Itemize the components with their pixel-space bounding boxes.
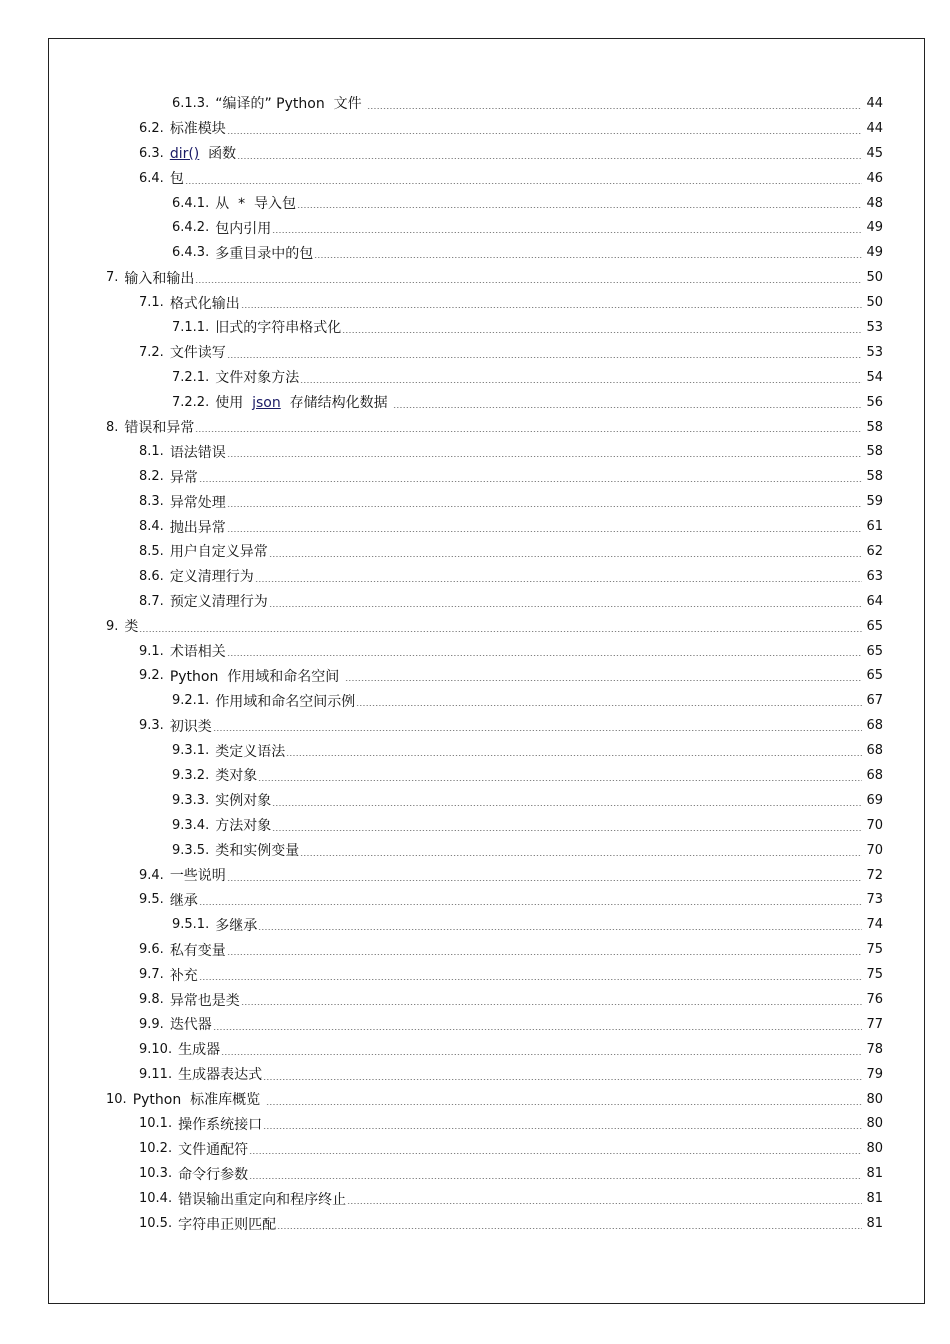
toc-entry-title-text: 作用域和命名空间示例: [215, 693, 356, 710]
toc-dot-leader: [241, 1004, 862, 1005]
toc-entry-title: [172, 1164, 248, 1184]
toc-entry-page-number: 44: [866, 120, 883, 136]
toc-entry-title: [118, 417, 194, 437]
toc-dot-leader: [249, 1153, 862, 1154]
toc-entry-title: [172, 1214, 276, 1234]
toc-entry[interactable]: [0, 912, 883, 937]
toc-entry-number: 6.4.1.: [172, 195, 210, 211]
toc-entry-title: [164, 865, 226, 885]
toc-entry-title-text: 错误输出重定向和程序终止: [178, 1191, 347, 1208]
toc-entry-page-number: 68: [866, 767, 883, 783]
toc-entry-title-text: 存储结构化数据: [280, 395, 393, 412]
toc-entry-page-number: 79: [866, 1066, 883, 1082]
toc-entry-number: 9.3.4.: [172, 817, 210, 833]
table-of-contents: [0, 91, 950, 1236]
toc-entry-page-number: 48: [866, 195, 883, 211]
toc-dot-leader: [345, 680, 862, 681]
toc-entry-title: [209, 741, 285, 761]
toc-dot-leader: [263, 1128, 862, 1129]
toc-entry-title: [164, 168, 184, 188]
toc-entry-title-text: 继承: [169, 892, 198, 909]
toc-entry[interactable]: [0, 614, 883, 639]
toc-entry-page-number: 58: [866, 444, 883, 460]
toc-entry-number: 9.5.1.: [172, 917, 210, 933]
toc-entry-page-number: 61: [866, 519, 883, 535]
toc-entry-page-number: 44: [866, 95, 883, 111]
toc-entry-title: [164, 143, 236, 163]
toc-entry[interactable]: [0, 663, 883, 688]
toc-entry-number: 10.2.: [139, 1141, 173, 1157]
toc-entry-title-text: Python 标准库概览: [132, 1092, 265, 1109]
toc-entry-title: [164, 591, 268, 611]
toc-entry-page-number: 70: [866, 842, 883, 858]
toc-entry-title: [164, 541, 268, 561]
toc-entry[interactable]: [0, 415, 883, 440]
toc-dot-leader: [221, 1054, 862, 1055]
toc-entry-page-number: 73: [866, 892, 883, 908]
toc-entry-title-text: Python 作用域和命名空间: [169, 668, 344, 685]
toc-entry-title: [209, 317, 341, 337]
toc-dot-leader: [258, 929, 862, 930]
toc-entry[interactable]: [0, 888, 883, 913]
toc-entry[interactable]: [0, 290, 883, 315]
toc-entry[interactable]: [0, 564, 883, 589]
toc-entry-number: 8.4.: [139, 519, 164, 535]
toc-entry-page-number: 76: [866, 992, 883, 1007]
toc-entry-title: [164, 666, 344, 686]
toc-entry-number: 9.3.5.: [172, 842, 210, 858]
toc-entry-code-link[interactable]: dir(): [169, 146, 200, 163]
toc-dot-leader: [272, 830, 862, 831]
toc-entry-number: 8.1.: [139, 444, 164, 460]
toc-entry[interactable]: [0, 539, 883, 564]
toc-entry[interactable]: [0, 439, 883, 464]
toc-entry-title: [172, 1189, 346, 1209]
toc-dot-leader: [213, 730, 862, 731]
toc-entry-title-text: 函数: [199, 146, 237, 163]
toc-entry-title-text: 方法对象: [215, 818, 272, 835]
toc-entry-title: [118, 616, 138, 636]
toc-entry-title: [172, 1139, 248, 1159]
toc-dot-leader: [227, 880, 862, 881]
toc-dot-leader: [342, 332, 862, 333]
toc-entry-title-text: 类: [124, 619, 139, 636]
toc-entry[interactable]: [0, 713, 883, 738]
toc-entry-page-number: 74: [866, 917, 883, 933]
toc-dot-leader: [367, 108, 862, 109]
toc-entry-title: [172, 1114, 262, 1134]
toc-entry-title-text: 包内引用: [215, 220, 272, 237]
toc-entry-title-text: 类和实例变量: [215, 843, 300, 860]
toc-entry-title: [118, 268, 194, 288]
toc-entry[interactable]: [0, 1087, 883, 1112]
toc-entry-title-text: 补充: [169, 967, 198, 984]
toc-dot-leader: [272, 232, 862, 233]
toc-entry-title: [209, 840, 299, 860]
toc-entry-number: 7.1.1.: [172, 319, 210, 335]
toc-entry[interactable]: [0, 265, 883, 290]
toc-entry-title-text: 从 * 导入包: [215, 196, 297, 212]
toc-entry-title-text: 文件读写: [169, 345, 226, 362]
toc-entry-number: 9.6.: [139, 942, 164, 958]
toc-entry-page-number: 50: [866, 270, 883, 286]
toc-entry-title: [164, 342, 226, 362]
toc-entry[interactable]: [0, 763, 883, 788]
toc-entry-number: 9.3.: [139, 718, 164, 734]
toc-entry-title-text: 异常处理: [169, 494, 226, 511]
toc-dot-leader: [139, 631, 862, 632]
toc-entry-page-number: 54: [866, 369, 883, 385]
toc-entry-title-text: 标准模块: [169, 121, 226, 138]
toc-entry-page-number: 59: [866, 494, 883, 510]
toc-entry-title-text: 抛出异常: [169, 519, 226, 536]
toc-dot-leader: [227, 954, 862, 955]
toc-entry[interactable]: [0, 340, 883, 365]
toc-entry-page-number: 58: [866, 469, 883, 485]
toc-dot-leader: [227, 357, 862, 358]
toc-dot-leader: [227, 506, 862, 507]
toc-entry-page-number: 50: [866, 295, 883, 311]
toc-entry-title-text: 私有变量: [169, 942, 226, 959]
toc-entry[interactable]: [0, 1186, 883, 1211]
toc-entry-title: [127, 1089, 265, 1109]
toc-entry-title-text: 初识类: [169, 718, 212, 735]
toc-entry-number: 6.1.3.: [172, 95, 210, 111]
toc-entry-title-text: 命令行参数: [178, 1166, 249, 1183]
toc-dot-leader: [393, 407, 862, 408]
toc-entry-number: 8.: [106, 419, 119, 435]
toc-entry[interactable]: [0, 191, 883, 216]
toc-dot-leader: [227, 655, 862, 656]
toc-entry[interactable]: [0, 315, 883, 340]
toc-dot-leader: [249, 1178, 862, 1179]
toc-entry[interactable]: [0, 1112, 883, 1137]
toc-entry[interactable]: [0, 1211, 883, 1236]
toc-entry-title-text: 术语相关: [169, 644, 226, 661]
toc-entry-page-number: 81: [866, 1166, 883, 1182]
toc-entry-number: 7.2.1.: [172, 369, 210, 385]
toc-entry-number: 9.5.: [139, 892, 164, 908]
toc-entry-title-text: 多继承: [215, 917, 258, 934]
toc-dot-leader: [300, 855, 862, 856]
toc-dot-leader: [185, 183, 862, 184]
toc-entry-number: 10.: [106, 1091, 127, 1107]
toc-entry[interactable]: [0, 987, 883, 1012]
toc-entry-title-text: 定义清理行为: [169, 569, 254, 586]
toc-entry[interactable]: [0, 639, 883, 664]
toc-entry[interactable]: [0, 589, 883, 614]
toc-entry-title-text: 异常也是类: [169, 992, 240, 1009]
toc-entry-title-text: 预定义清理行为: [169, 594, 268, 611]
toc-entry-page-number: 58: [866, 419, 883, 435]
toc-entry-title: [172, 1039, 220, 1059]
toc-entry-title: [164, 990, 240, 1010]
toc-entry[interactable]: [0, 738, 883, 763]
toc-entry[interactable]: [0, 962, 883, 987]
toc-entry-page-number: 81: [866, 1191, 883, 1207]
toc-entry-number: 10.3.: [139, 1166, 173, 1182]
toc-entry-title-text: 使用: [215, 395, 253, 412]
toc-entry-number: 9.7.: [139, 967, 164, 983]
toc-entry-page-number: 45: [866, 145, 883, 161]
toc-entry-title: [164, 467, 198, 487]
toc-entry[interactable]: [0, 141, 883, 166]
toc-dot-leader: [195, 282, 862, 283]
toc-entry-title: [209, 367, 299, 387]
toc-entry-title-text: 文件对象方法: [215, 370, 300, 387]
toc-dot-leader: [227, 133, 862, 134]
toc-entry[interactable]: [0, 514, 883, 539]
toc-entry-number: 8.7.: [139, 593, 164, 609]
toc-entry-page-number: 75: [866, 967, 883, 983]
toc-dot-leader: [241, 307, 862, 308]
toc-entry[interactable]: [0, 91, 883, 116]
toc-entry-number: 6.4.: [139, 170, 164, 186]
toc-entry-title-text: 操作系统接口: [178, 1116, 263, 1133]
toc-entry-title: [209, 815, 271, 835]
toc-entry[interactable]: [0, 240, 883, 265]
toc-entry-number: 10.5.: [139, 1216, 173, 1232]
toc-entry-title: [164, 641, 226, 661]
toc-entry-title-text: 迭代器: [169, 1017, 212, 1034]
toc-dot-leader: [272, 805, 862, 806]
toc-entry-title-text: 类对象: [215, 768, 258, 785]
toc-entry-page-number: 69: [866, 792, 883, 808]
toc-entry-number: 10.1.: [139, 1116, 173, 1132]
toc-entry-number: 9.9.: [139, 1016, 164, 1032]
toc-entry-title: [164, 442, 226, 462]
toc-dot-leader: [263, 1079, 862, 1080]
toc-dot-leader: [195, 431, 862, 432]
toc-entry-title: [164, 517, 226, 537]
toc-entry-number: 9.3.2.: [172, 767, 210, 783]
toc-dot-leader: [286, 755, 862, 756]
toc-entry-number: 7.: [106, 270, 119, 286]
toc-dot-leader: [269, 556, 862, 557]
toc-entry-page-number: 63: [866, 568, 883, 584]
toc-entry-page-number: 81: [866, 1216, 883, 1232]
toc-entry-page-number: 65: [866, 668, 883, 684]
toc-entry-title: [164, 492, 226, 512]
toc-entry[interactable]: [0, 116, 883, 141]
toc-entry-number: 9.: [106, 618, 119, 634]
toc-entry-title: [164, 890, 198, 910]
toc-entry-title-text: 旧式的字符串格式化: [215, 320, 342, 337]
toc-entry-page-number: 46: [866, 170, 883, 186]
toc-entry-page-number: 67: [866, 693, 883, 709]
toc-entry-title: [209, 790, 271, 810]
toc-dot-leader: [199, 481, 862, 482]
toc-entry-number: 8.6.: [139, 568, 164, 584]
toc-entry-number: 9.10.: [139, 1041, 173, 1057]
toc-entry-number: 6.2.: [139, 120, 164, 136]
toc-entry-number: 10.4.: [139, 1191, 173, 1207]
toc-dot-leader: [314, 257, 862, 258]
toc-entry-code-link[interactable]: json: [252, 395, 281, 412]
toc-entry[interactable]: [0, 1062, 883, 1087]
toc-entry[interactable]: [0, 390, 883, 415]
toc-entry-page-number: 80: [866, 1141, 883, 1157]
toc-entry[interactable]: [0, 464, 883, 489]
toc-dot-leader: [347, 1203, 862, 1204]
toc-entry[interactable]: [0, 1161, 883, 1186]
toc-dot-leader: [199, 904, 862, 905]
toc-dot-leader: [356, 705, 862, 706]
toc-entry-page-number: 80: [866, 1116, 883, 1132]
toc-entry-title-text: 输入和输出: [124, 270, 195, 287]
toc-entry-title-text: 错误和异常: [124, 420, 195, 437]
toc-entry-page-number: 49: [866, 220, 883, 236]
toc-entry-number: 9.3.3.: [172, 792, 210, 808]
toc-dot-leader: [227, 531, 862, 532]
toc-entry-title-text: 格式化输出: [169, 295, 240, 312]
toc-entry-page-number: 80: [866, 1091, 883, 1107]
toc-entry-number: 6.3.: [139, 145, 164, 161]
toc-entry-title-text: 生成器: [178, 1042, 221, 1059]
toc-entry-title-text: 字符串正则匹配: [178, 1216, 277, 1233]
toc-entry[interactable]: [0, 365, 883, 390]
toc-entry-number: 9.2.: [139, 668, 164, 684]
toc-entry-title-text: 语法错误: [169, 444, 226, 461]
toc-entry[interactable]: [0, 838, 883, 863]
toc-entry-title-text: 异常: [169, 469, 198, 486]
toc-entry-page-number: 65: [866, 618, 883, 634]
toc-entry-title: [209, 915, 257, 935]
toc-entry-number: 9.8.: [139, 992, 164, 1007]
toc-dot-leader: [269, 606, 862, 607]
toc-entry-page-number: 68: [866, 718, 883, 734]
toc-entry-title: [209, 392, 392, 412]
toc-entry-title: [164, 965, 198, 985]
toc-dot-leader: [227, 456, 862, 457]
toc-dot-leader: [237, 158, 862, 159]
toc-entry-title-text: “编译的” Python 文件: [215, 96, 367, 113]
toc-dot-leader: [255, 581, 862, 582]
toc-entry-title: [209, 218, 271, 238]
toc-entry-page-number: 49: [866, 245, 883, 261]
toc-entry[interactable]: [0, 1037, 883, 1062]
toc-entry-page-number: 72: [866, 867, 883, 883]
toc-entry-title: [164, 566, 254, 586]
toc-dot-leader: [266, 1104, 862, 1105]
toc-entry-number: 8.3.: [139, 494, 164, 510]
toc-dot-leader: [258, 780, 862, 781]
toc-entry-number: 9.3.1.: [172, 743, 210, 759]
toc-entry-title: [209, 93, 366, 113]
toc-entry[interactable]: [0, 788, 883, 813]
toc-entry-number: 6.4.3.: [172, 245, 210, 261]
toc-entry[interactable]: [0, 1136, 883, 1161]
toc-entry[interactable]: [0, 215, 883, 240]
toc-entry-title: [209, 765, 257, 785]
toc-entry-title-text: 用户自定义异常: [169, 544, 268, 561]
toc-entry-number: 9.4.: [139, 867, 164, 883]
toc-entry-number: 6.4.2.: [172, 220, 210, 236]
toc-entry-title-text: 类定义语法: [215, 743, 286, 760]
toc-entry-page-number: 78: [866, 1041, 883, 1057]
toc-dot-leader: [300, 382, 862, 383]
toc-entry-number: 8.2.: [139, 469, 164, 485]
toc-entry-page-number: 68: [866, 743, 883, 759]
toc-entry-title-text: 实例对象: [215, 793, 272, 810]
toc-entry-number: 9.2.1.: [172, 693, 210, 709]
toc-entry[interactable]: [0, 813, 883, 838]
toc-entry-title-text: 多重目录中的包: [215, 245, 314, 262]
toc-entry[interactable]: [0, 489, 883, 514]
toc-entry-title: [164, 293, 240, 313]
toc-entry[interactable]: [0, 1012, 883, 1037]
toc-dot-leader: [213, 1029, 862, 1030]
toc-entry[interactable]: [0, 688, 883, 713]
toc-entry-title: [209, 243, 313, 263]
toc-entry-title: [164, 716, 212, 736]
toc-entry-page-number: 64: [866, 593, 883, 609]
toc-entry-number: 7.1.: [139, 295, 164, 311]
toc-entry-title: [172, 1064, 262, 1084]
toc-entry-number: 9.11.: [139, 1066, 173, 1082]
toc-entry-page-number: 53: [866, 344, 883, 360]
toc-entry[interactable]: [0, 166, 883, 191]
toc-entry-title: [164, 1014, 212, 1034]
toc-entry-number: 8.5.: [139, 543, 164, 559]
toc-entry-title: [164, 118, 226, 138]
toc-entry-page-number: 56: [866, 394, 883, 410]
toc-entry-page-number: 53: [866, 319, 883, 335]
toc-entry-page-number: 77: [866, 1016, 883, 1032]
toc-dot-leader: [277, 1228, 862, 1229]
toc-dot-leader: [199, 979, 862, 980]
toc-entry-title-text: 生成器表达式: [178, 1067, 263, 1084]
toc-entry-title-text: 一些说明: [169, 868, 226, 885]
toc-entry-page-number: 65: [866, 643, 883, 659]
toc-entry-page-number: 62: [866, 543, 883, 559]
toc-entry-number: 9.1.: [139, 643, 164, 659]
toc-entry-number: 7.2.: [139, 344, 164, 360]
toc-entry[interactable]: [0, 863, 883, 888]
toc-entry-title: [209, 691, 355, 711]
toc-entry-title: [209, 193, 296, 213]
toc-entry-title-text: 文件通配符: [178, 1141, 249, 1158]
toc-entry-title: [164, 940, 226, 960]
toc-entry-page-number: 75: [866, 942, 883, 958]
toc-entry[interactable]: [0, 937, 883, 962]
toc-entry-number: 7.2.2.: [172, 394, 210, 410]
toc-entry-title-text: 包: [169, 171, 184, 188]
toc-entry-page-number: 70: [866, 817, 883, 833]
toc-dot-leader: [297, 207, 862, 208]
